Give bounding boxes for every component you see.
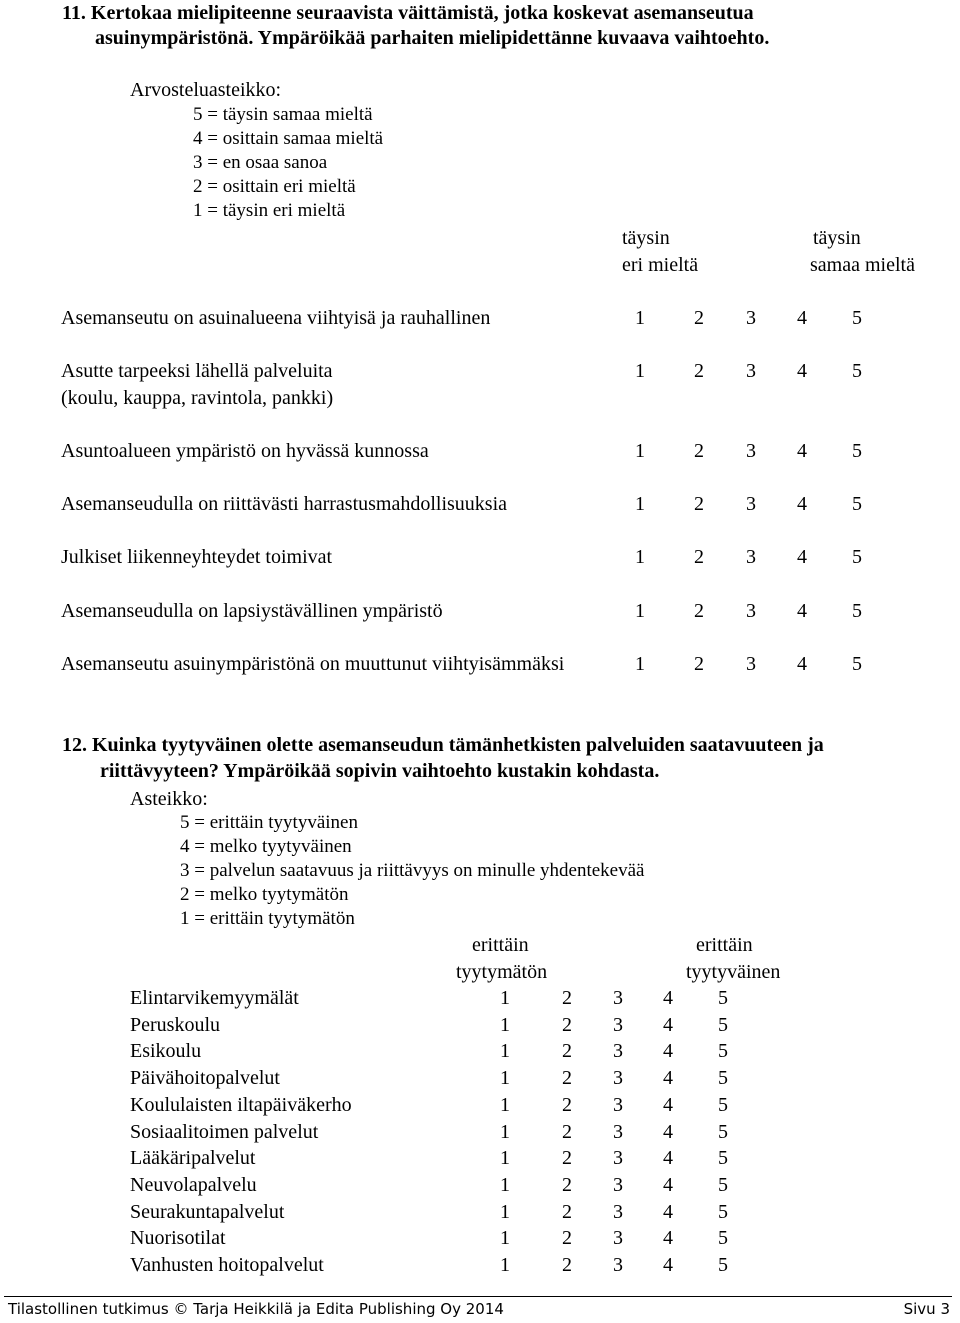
q12-scale-line: 1 = erittäin tyytymätön xyxy=(180,908,355,929)
q11-option-5[interactable]: 5 xyxy=(852,307,862,329)
q12-scale-line: 3 = palvelun saatavuus ja riittävyys on minulle yhdentekevää xyxy=(180,860,645,881)
q11-right-label: samaa mieltä xyxy=(810,254,915,276)
q12-option-4[interactable]: 4 xyxy=(663,1121,673,1143)
q12-option-5[interactable]: 5 xyxy=(718,1094,728,1116)
q12-left-label: tyytymätön xyxy=(456,961,548,983)
q12-right-label: erittäin xyxy=(696,934,753,956)
q12-service-label: Sosiaalitoimen palvelut xyxy=(130,1121,319,1143)
q12-service-label: Elintarvikemyymälät xyxy=(130,987,299,1009)
q11-option-4[interactable]: 4 xyxy=(797,307,807,329)
q11-option-1[interactable]: 1 xyxy=(635,600,645,622)
q11-right-label: täysin xyxy=(813,227,861,249)
q12-service-label: Esikoulu xyxy=(130,1040,202,1062)
q12-scale-line: 5 = erittäin tyytyväinen xyxy=(180,812,358,833)
q12-option-1[interactable]: 1 xyxy=(500,987,510,1009)
q12-option-1[interactable]: 1 xyxy=(500,1040,510,1062)
q12-scale-line: 4 = melko tyytyväinen xyxy=(180,836,352,857)
q12-option-1[interactable]: 1 xyxy=(500,1201,510,1223)
q11-option-2[interactable]: 2 xyxy=(694,440,704,462)
q12-option-5[interactable]: 5 xyxy=(718,1227,728,1249)
q12-option-4[interactable]: 4 xyxy=(663,1201,673,1223)
q11-option-2[interactable]: 2 xyxy=(694,546,704,568)
q12-option-3[interactable]: 3 xyxy=(613,987,623,1009)
q12-option-2[interactable]: 2 xyxy=(562,1014,572,1036)
q12-service-label: Neuvolapalvelu xyxy=(130,1174,257,1196)
q12-option-2[interactable]: 2 xyxy=(562,987,572,1009)
q11-option-4[interactable]: 4 xyxy=(797,360,807,382)
q11-option-2[interactable]: 2 xyxy=(694,653,704,675)
q11-scale-line: 2 = osittain eri mieltä xyxy=(193,176,356,197)
q12-option-1[interactable]: 1 xyxy=(500,1254,510,1276)
q12-option-2[interactable]: 2 xyxy=(562,1201,572,1223)
q11-option-4[interactable]: 4 xyxy=(797,653,807,675)
q12-option-1[interactable]: 1 xyxy=(500,1067,510,1089)
q12-option-3[interactable]: 3 xyxy=(613,1014,623,1036)
q12-title-line1: 12. Kuinka tyytyväinen olette asemanseudun tämänhetkisten palveluiden saatavuuteen ja xyxy=(62,734,824,756)
q11-option-4[interactable]: 4 xyxy=(797,600,807,622)
q12-option-5[interactable]: 5 xyxy=(718,1147,728,1169)
q12-scale-line: 2 = melko tyytymätön xyxy=(180,884,349,905)
q11-option-2[interactable]: 2 xyxy=(694,307,704,329)
q12-option-3[interactable]: 3 xyxy=(613,1201,623,1223)
q11-scale-line: 5 = täysin samaa mieltä xyxy=(193,104,373,125)
q12-option-5[interactable]: 5 xyxy=(718,1174,728,1196)
q12-option-5[interactable]: 5 xyxy=(718,1067,728,1089)
q12-option-1[interactable]: 1 xyxy=(500,1014,510,1036)
q11-option-1[interactable]: 1 xyxy=(635,360,645,382)
q12-option-4[interactable]: 4 xyxy=(663,1067,673,1089)
q12-option-2[interactable]: 2 xyxy=(562,1147,572,1169)
q11-statement: Asuntoalueen ympäristö on hyvässä kunnossa xyxy=(61,440,429,462)
q12-option-3[interactable]: 3 xyxy=(613,1040,623,1062)
q11-title-line2: asuinympäristönä. Ympäröikää parhaiten mielipidettänne kuvaava vaihtoehto. xyxy=(95,27,770,49)
q11-option-4[interactable]: 4 xyxy=(797,546,807,568)
q11-option-3[interactable]: 3 xyxy=(746,440,756,462)
q12-option-3[interactable]: 3 xyxy=(613,1147,623,1169)
q12-option-2[interactable]: 2 xyxy=(562,1040,572,1062)
q12-option-2[interactable]: 2 xyxy=(562,1174,572,1196)
q11-scale-heading: Arvosteluasteikko: xyxy=(130,79,282,101)
q12-option-5[interactable]: 5 xyxy=(718,1254,728,1276)
q11-option-3[interactable]: 3 xyxy=(746,360,756,382)
q12-option-2[interactable]: 2 xyxy=(562,1227,572,1249)
q12-option-3[interactable]: 3 xyxy=(613,1094,623,1116)
q12-option-5[interactable]: 5 xyxy=(718,987,728,1009)
q11-option-3[interactable]: 3 xyxy=(746,653,756,675)
q12-option-4[interactable]: 4 xyxy=(663,987,673,1009)
q11-option-4[interactable]: 4 xyxy=(797,493,807,515)
q11-statement: Asutte tarpeeksi lähellä palveluita xyxy=(61,360,333,382)
q12-option-2[interactable]: 2 xyxy=(562,1067,572,1089)
q12-option-1[interactable]: 1 xyxy=(500,1174,510,1196)
q12-option-5[interactable]: 5 xyxy=(718,1201,728,1223)
q11-scale-line: 3 = en osaa sanoa xyxy=(193,152,328,173)
q12-service-label: Päivähoitopalvelut xyxy=(130,1067,280,1089)
q11-statement: Asemanseudulla on riittävästi harrastusmahdollisuuksia xyxy=(61,493,508,515)
q12-option-1[interactable]: 1 xyxy=(500,1227,510,1249)
q11-option-5[interactable]: 5 xyxy=(852,546,862,568)
q12-service-label: Peruskoulu xyxy=(130,1014,220,1036)
q11-option-1[interactable]: 1 xyxy=(635,653,645,675)
q12-right-label: tyytyväinen xyxy=(686,961,781,983)
q11-option-3[interactable]: 3 xyxy=(746,600,756,622)
q11-statement: Asemanseutu on asuinalueena viihtyisä ja rauhallinen xyxy=(61,307,491,329)
q11-option-2[interactable]: 2 xyxy=(694,600,704,622)
q11-scale-line: 4 = osittain samaa mieltä xyxy=(193,128,384,149)
q12-option-3[interactable]: 3 xyxy=(613,1227,623,1249)
q12-service-label: Lääkäripalvelut xyxy=(130,1147,256,1169)
q11-option-1[interactable]: 1 xyxy=(635,440,645,462)
q12-option-5[interactable]: 5 xyxy=(718,1121,728,1143)
q11-option-1[interactable]: 1 xyxy=(635,546,645,568)
q12-option-4[interactable]: 4 xyxy=(663,1040,673,1062)
q12-option-2[interactable]: 2 xyxy=(562,1254,572,1276)
q12-option-5[interactable]: 5 xyxy=(718,1014,728,1036)
q11-option-4[interactable]: 4 xyxy=(797,440,807,462)
q12-service-label: Koululaisten iltapäiväkerho xyxy=(130,1094,352,1116)
q12-option-4[interactable]: 4 xyxy=(663,1254,673,1276)
q11-option-5[interactable]: 5 xyxy=(852,653,862,675)
q12-option-4[interactable]: 4 xyxy=(663,1227,673,1249)
q12-left-label: erittäin xyxy=(472,934,529,956)
q12-service-label: Nuorisotilat xyxy=(130,1227,226,1249)
footer-copyright: Tilastollinen tutkimus © Tarja Heikkilä ja Edita Publishing Oy 2014 xyxy=(8,1300,504,1318)
q11-statement-sub: (koulu, kauppa, ravintola, pankki) xyxy=(61,387,334,409)
q12-option-4[interactable]: 4 xyxy=(663,1174,673,1196)
q11-statement: Asemanseudulla on lapsiystävällinen ympäristö xyxy=(61,600,443,622)
footer-divider xyxy=(4,1296,952,1297)
q11-option-2[interactable]: 2 xyxy=(694,360,704,382)
q12-option-2[interactable]: 2 xyxy=(562,1094,572,1116)
q11-option-3[interactable]: 3 xyxy=(746,546,756,568)
q12-scale-heading: Asteikko: xyxy=(130,788,208,810)
q12-option-2[interactable]: 2 xyxy=(562,1121,572,1143)
q11-option-3[interactable]: 3 xyxy=(746,493,756,515)
q11-option-5[interactable]: 5 xyxy=(852,600,862,622)
q12-option-5[interactable]: 5 xyxy=(718,1040,728,1062)
q12-service-label: Vanhusten hoitopalvelut xyxy=(130,1254,324,1276)
footer-page-number: Sivu 3 xyxy=(903,1300,950,1318)
q12-option-3[interactable]: 3 xyxy=(613,1067,623,1089)
q12-option-4[interactable]: 4 xyxy=(663,1014,673,1036)
q11-scale-line: 1 = täysin eri mieltä xyxy=(193,200,346,221)
q12-option-3[interactable]: 3 xyxy=(613,1254,623,1276)
q12-option-1[interactable]: 1 xyxy=(500,1147,510,1169)
q12-option-4[interactable]: 4 xyxy=(663,1094,673,1116)
q11-left-label: täysin xyxy=(622,227,670,249)
q11-statement: Asemanseutu asuinympäristönä on muuttunut viihtyisämmäksi xyxy=(61,653,565,675)
q11-statement: Julkiset liikenneyhteydet toimivat xyxy=(61,546,333,568)
q12-option-3[interactable]: 3 xyxy=(613,1121,623,1143)
q12-option-3[interactable]: 3 xyxy=(613,1174,623,1196)
q11-option-5[interactable]: 5 xyxy=(852,440,862,462)
q11-left-label: eri mieltä xyxy=(622,254,699,276)
q11-option-3[interactable]: 3 xyxy=(746,307,756,329)
q11-title-line1: 11. Kertokaa mielipiteenne seuraavista väittämistä, jotka koskevat asemanseutua xyxy=(62,2,754,24)
q12-option-1[interactable]: 1 xyxy=(500,1094,510,1116)
q12-title-line2: riittävyyteen? Ympäröikää sopivin vaihtoehto kustakin kohdasta. xyxy=(100,760,660,782)
q12-option-1[interactable]: 1 xyxy=(500,1121,510,1143)
q11-option-1[interactable]: 1 xyxy=(635,307,645,329)
q11-option-2[interactable]: 2 xyxy=(694,493,704,515)
q11-option-1[interactable]: 1 xyxy=(635,493,645,515)
q12-service-label: Seurakuntapalvelut xyxy=(130,1201,285,1223)
q11-option-5[interactable]: 5 xyxy=(852,493,862,515)
q11-option-5[interactable]: 5 xyxy=(852,360,862,382)
q12-option-4[interactable]: 4 xyxy=(663,1147,673,1169)
